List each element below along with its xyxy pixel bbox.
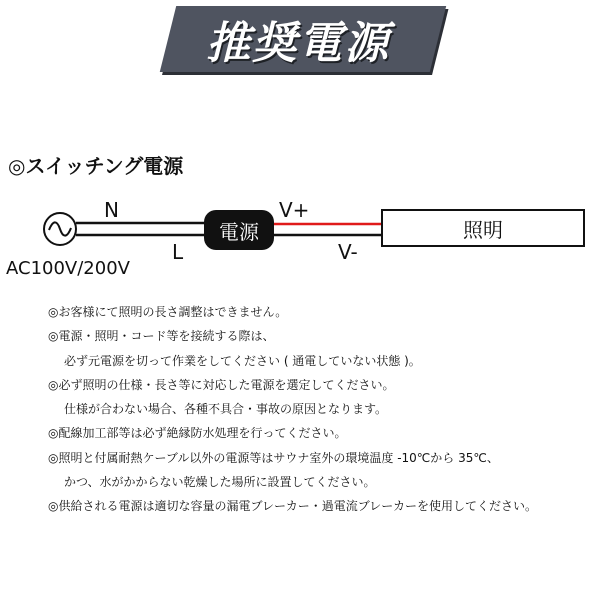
note-line: 仕様が合わない場合、各種不具合・事故の原因となります。 <box>64 402 388 417</box>
note-line: ◎供給される電源は適切な容量の漏電ブレーカー・過電流ブレーカーを使用してください。 <box>48 499 538 514</box>
note-line: かつ、水がかからない乾燥した場所に設置してください。 <box>64 475 376 490</box>
section-title: ◎スイッチング電源 <box>8 154 184 178</box>
note-line: ◎お客様にて照明の長さ調整はできません。 <box>48 305 288 319</box>
note-line: ◎必ず照明の仕様・長さ等に対応した電源を選定してください。 <box>48 377 395 392</box>
power-supply-label: 電源 <box>219 219 259 244</box>
notes-list <box>48 300 596 519</box>
line-label: L <box>172 240 184 264</box>
wiring-diagram <box>0 180 600 290</box>
lamp-label: 照明 <box>463 217 503 242</box>
note-line: ◎照明と付属耐熱ケーブル以外の電源等はサウナ室外の環境温度 -10℃から 35℃、 <box>48 450 499 465</box>
note-line: ◎配線加工部等は必ず絶縁防水処理を行ってください。 <box>48 426 347 441</box>
v-minus-label: V- <box>338 240 358 264</box>
ac-voltage-label: AC100V/200V <box>6 258 130 279</box>
title-banner <box>168 6 438 72</box>
neutral-label: N <box>104 198 119 222</box>
ac-wires <box>76 223 208 235</box>
note-line: ◎電源・照明・コード等を接続する際は、 <box>48 329 275 344</box>
page-title: 推奨電源 <box>203 18 401 69</box>
v-plus-label: V+ <box>279 198 310 222</box>
ac-source-icon <box>44 213 76 245</box>
note-line: 必ず元電源を切って作業をしてください ( 通電していない状態 )。 <box>64 353 421 368</box>
